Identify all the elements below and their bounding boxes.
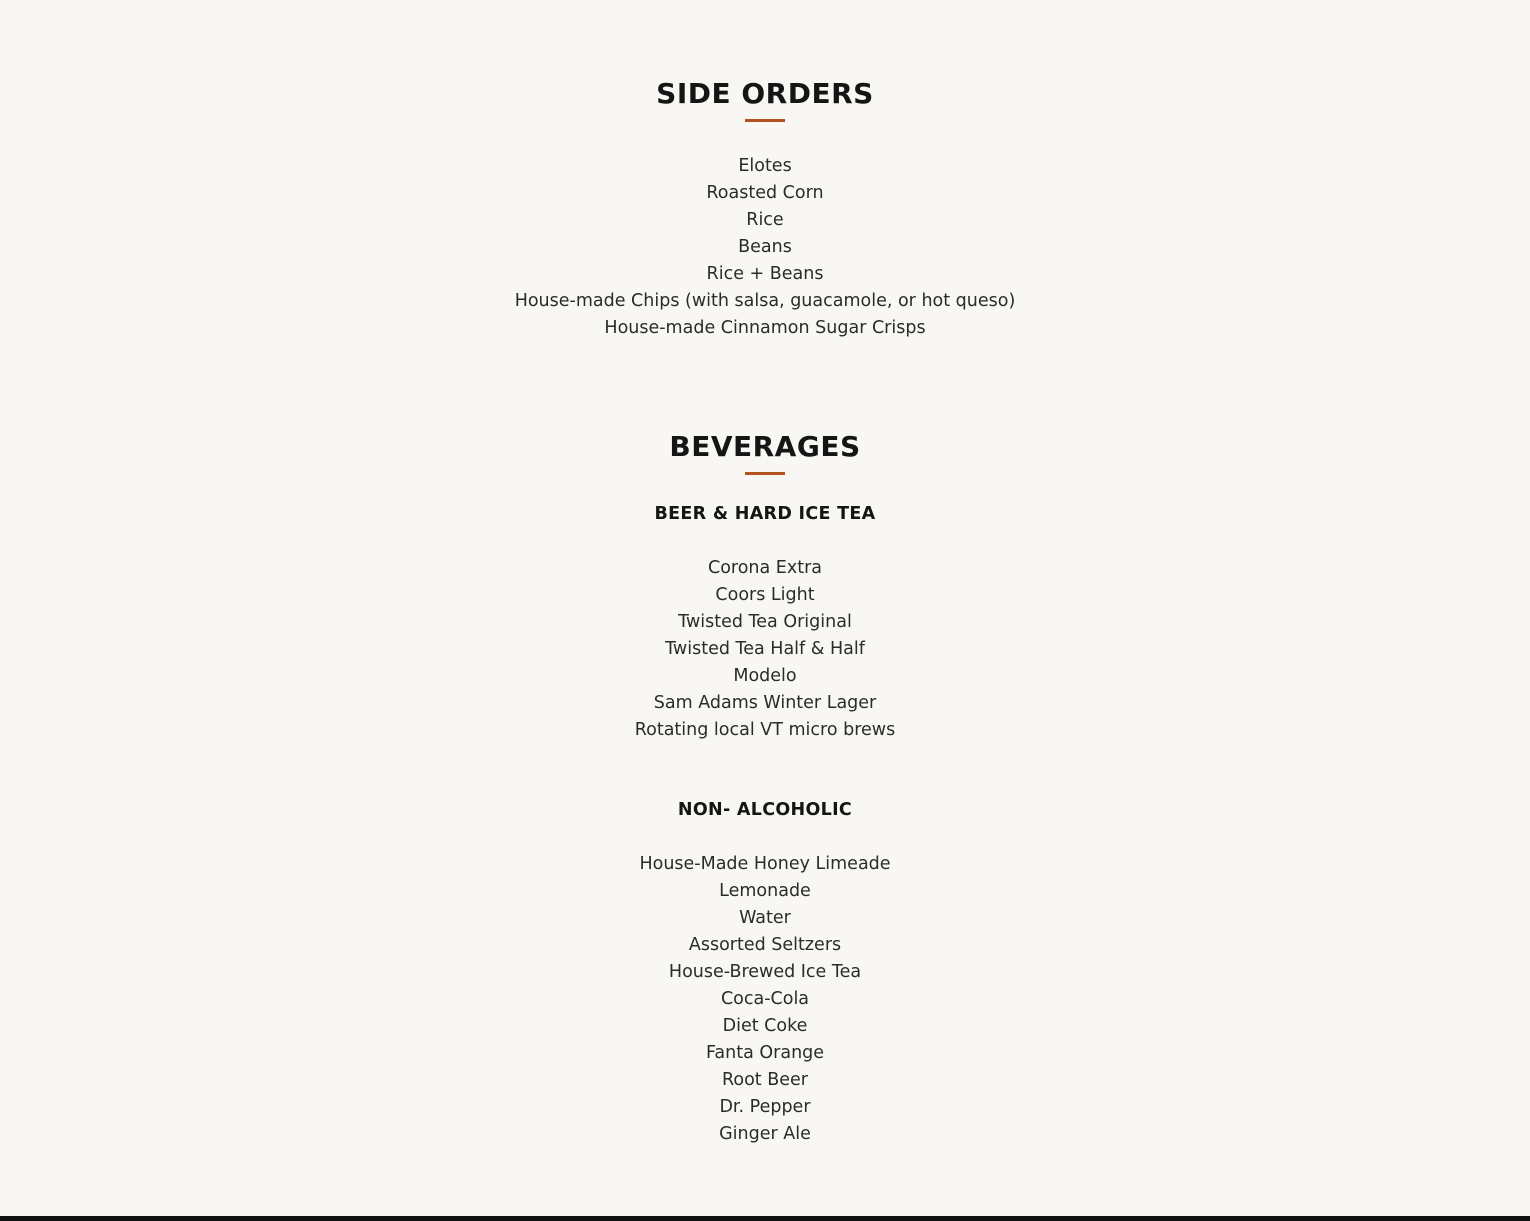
beverages-section — [0, 431, 1530, 1148]
list-item: Root Beer — [722, 1070, 808, 1090]
list-item: Beans — [738, 237, 792, 257]
list-item: Dr. Pepper — [719, 1097, 811, 1117]
side-orders-title: SIDE ORDERS — [656, 77, 874, 110]
non-alcoholic-subheading: NON- ALCOHOLIC — [677, 800, 853, 820]
list-item: Assorted Seltzers — [688, 935, 842, 955]
list-item: House-made Chips (with salsa, guacamole, or hot queso) — [514, 291, 1016, 311]
beverages-title-rule — [745, 472, 785, 475]
side-orders-section — [0, 78, 1530, 342]
beverages-title: BEVERAGES — [669, 430, 861, 463]
list-item: Roasted Corn — [706, 183, 824, 203]
non-alcoholic-list — [0, 851, 1530, 1148]
footer-divider-bar — [0, 1216, 1530, 1221]
list-item: Coors Light — [715, 585, 815, 605]
list-item: Ginger Ale — [719, 1124, 811, 1144]
list-item: House-Brewed Ice Tea — [668, 962, 862, 982]
list-item: Diet Coke — [722, 1016, 808, 1036]
side-orders-title-rule — [745, 119, 785, 122]
list-item: Lemonade — [719, 881, 811, 901]
list-item: Fanta Orange — [705, 1043, 825, 1063]
list-item: Coca-Cola — [720, 989, 810, 1009]
list-item: House-made Cinnamon Sugar Crisps — [604, 318, 926, 338]
list-item: Elotes — [738, 156, 792, 176]
side-orders-list — [0, 153, 1530, 342]
list-item: Water — [739, 908, 791, 928]
list-item: Rice + Beans — [706, 264, 824, 284]
list-item: Twisted Tea Half & Half — [665, 639, 865, 659]
list-item: Rotating local VT micro brews — [634, 720, 896, 740]
list-item: Modelo — [733, 666, 797, 686]
list-item: Twisted Tea Original — [678, 612, 852, 632]
list-item: Corona Extra — [707, 558, 822, 578]
list-item: Sam Adams Winter Lager — [653, 693, 877, 713]
beer-subheading: BEER & HARD ICE TEA — [654, 504, 876, 524]
list-item: Rice — [746, 210, 784, 230]
list-item: House-Made Honey Limeade — [639, 854, 891, 874]
beer-list — [0, 555, 1530, 744]
